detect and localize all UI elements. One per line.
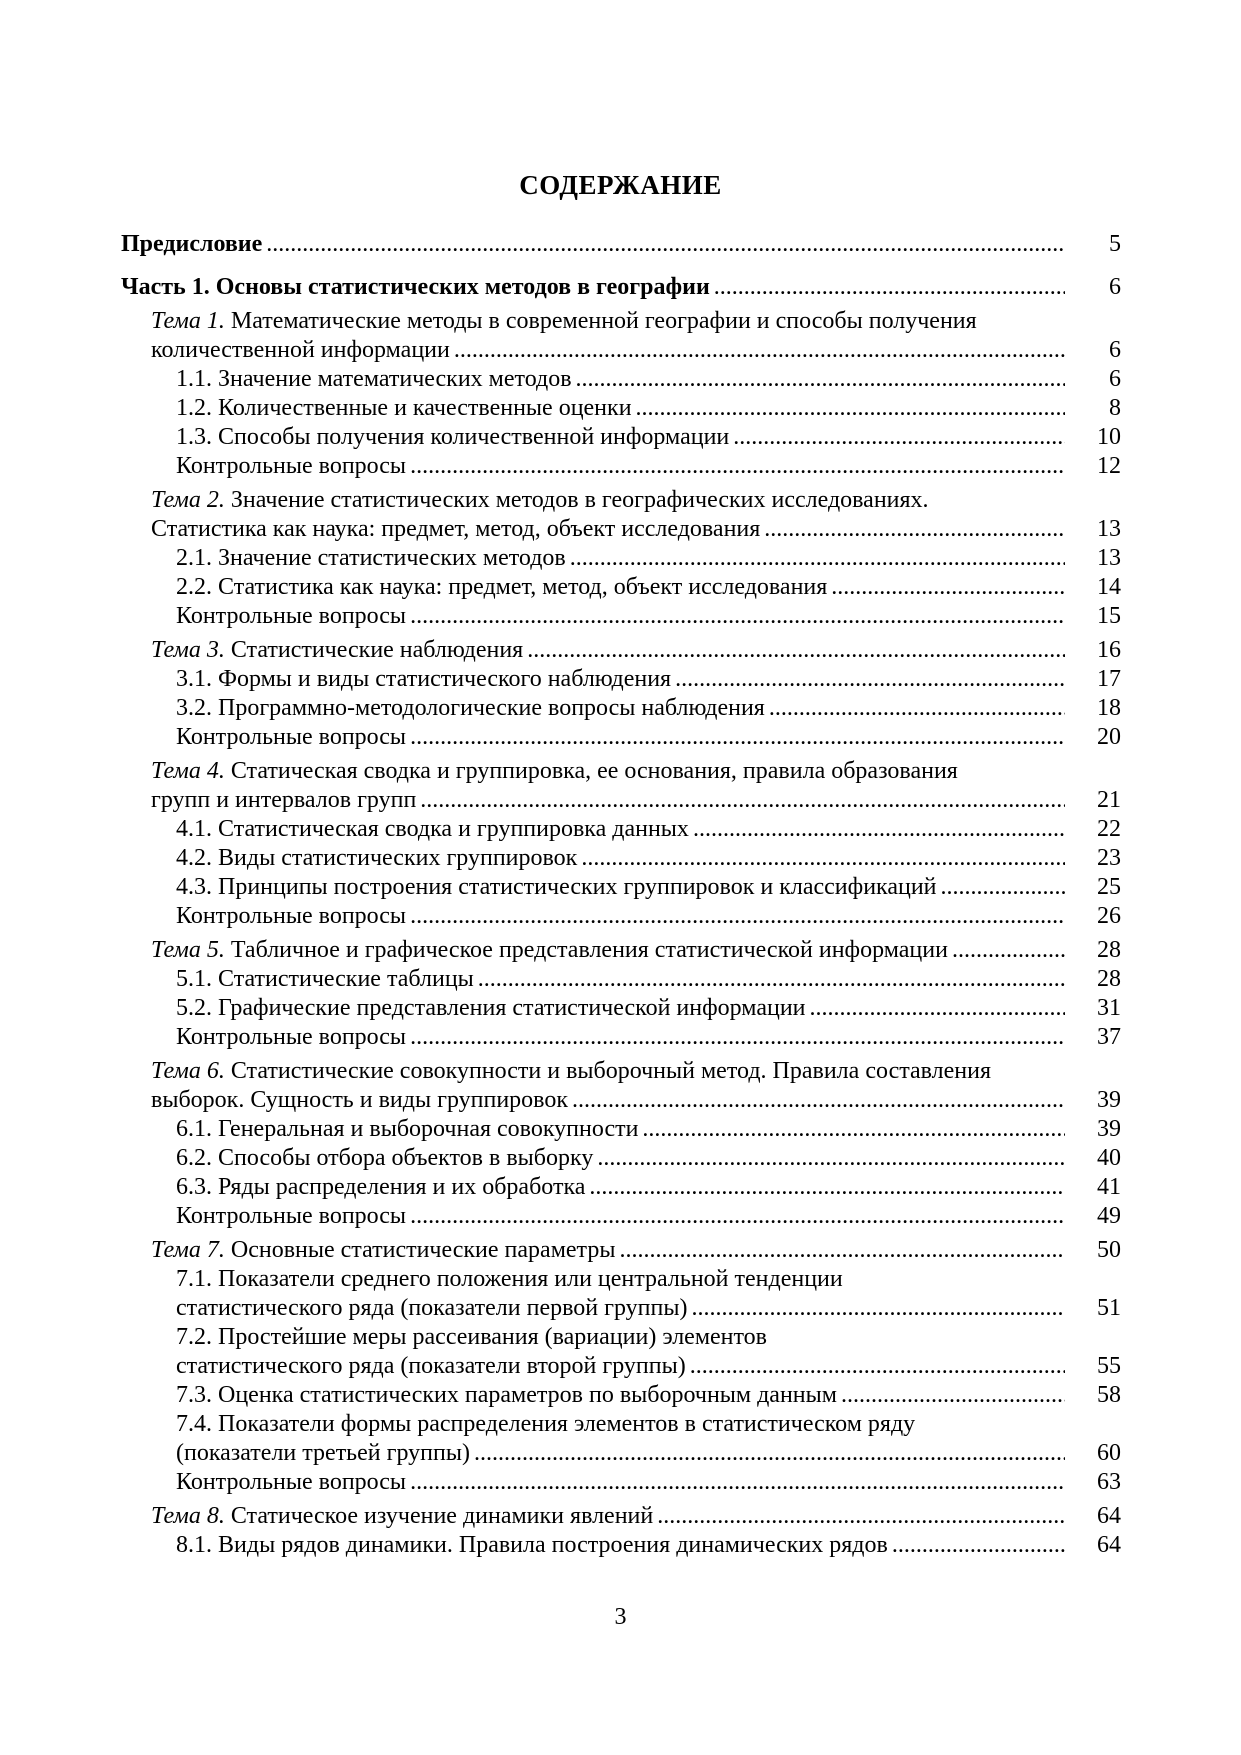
toc-entry-page: 23 (1097, 845, 1121, 871)
topic-block (121, 1052, 1121, 1231)
toc-entry-label: 4.2. Виды статистических группировок (176, 845, 578, 871)
topic-heading[interactable] (121, 486, 1121, 515)
dot-leader (410, 602, 1065, 631)
topic-title: Значение статистических методов в географических исследованиях. (230, 487, 929, 513)
toc-entry-page: 39 (1097, 1087, 1121, 1113)
toc-entry-label: Предисловие (121, 231, 263, 257)
dot-leader (642, 1115, 1065, 1144)
topic-block (121, 1497, 1121, 1560)
dot-leader (831, 573, 1065, 602)
topic-block (121, 631, 1121, 752)
toc-entry-label: Контрольные вопросы (176, 453, 407, 479)
toc-entry-label: статистического ряда (показатели первой группы) (176, 1295, 688, 1321)
dot-leader (410, 1468, 1065, 1497)
toc-entry-page: 51 (1097, 1295, 1121, 1321)
dot-leader (410, 1023, 1065, 1052)
dot-leader (764, 515, 1065, 544)
toc-entry-label (151, 1236, 615, 1265)
dot-leader (733, 423, 1065, 452)
dot-leader (691, 1294, 1065, 1323)
dot-leader (636, 394, 1065, 423)
toc-entry-page: 63 (1097, 1469, 1121, 1495)
toc-entry-label: Контрольные вопросы (176, 1469, 407, 1495)
toc-entry-page: 22 (1097, 816, 1121, 842)
subsection-entry-cont[interactable] (121, 1439, 1121, 1468)
toc-entry-page: 37 (1097, 1024, 1121, 1050)
dot-leader (410, 902, 1065, 931)
topic-prefix: Тема 3. (151, 637, 225, 663)
dot-leader (952, 936, 1065, 965)
toc-entry-label: Часть 1. Основы статистических методов в географии (121, 274, 710, 300)
toc-entry-preface[interactable] (121, 230, 1121, 259)
dot-leader (693, 815, 1065, 844)
topic-block (121, 302, 1121, 481)
dot-leader (675, 665, 1065, 694)
subsection-entry[interactable] (121, 602, 1121, 631)
topic-prefix: Тема 8. (151, 1503, 225, 1529)
dot-leader (420, 786, 1065, 815)
toc-entry-label (151, 757, 958, 786)
toc-entry-label: 3.2. Программно-методологические вопросы наблюдения (176, 695, 765, 721)
toc-entry-page: 21 (1097, 787, 1121, 813)
toc-entry-page: 26 (1097, 903, 1121, 929)
topic-block (121, 752, 1121, 931)
toc-entry-label: статистического ряда (показатели второй группы) (176, 1353, 686, 1379)
toc-entry-label (151, 936, 948, 965)
subsection-entry[interactable] (121, 1173, 1121, 1202)
topic-title: Статическое изучение динамики явлений (230, 1503, 654, 1529)
subsection-entry[interactable] (121, 1202, 1121, 1231)
subsection-entry[interactable] (121, 844, 1121, 873)
dot-leader (527, 636, 1065, 665)
toc-entry-page: 64 (1097, 1532, 1121, 1558)
toc-entry-label: 7.1. Показатели среднего положения или центральной тенденции (176, 1266, 843, 1292)
toc-entry-page: 6 (1109, 337, 1121, 363)
subsection-entry[interactable] (121, 1323, 1121, 1352)
toc-entry-page: 25 (1097, 874, 1121, 900)
dot-leader (410, 723, 1065, 752)
topic-heading[interactable] (121, 1502, 1121, 1531)
topic-heading[interactable] (121, 936, 1121, 965)
dot-leader (810, 994, 1065, 1023)
toc-entry-label: выборок. Сущность и виды группировок (151, 1087, 568, 1113)
toc-entry-page: 8 (1109, 395, 1121, 421)
dot-leader (589, 1173, 1065, 1202)
topic-heading[interactable] (121, 636, 1121, 665)
subsection-entry[interactable] (121, 665, 1121, 694)
dot-leader (581, 844, 1065, 873)
dot-leader (690, 1352, 1065, 1381)
toc-entry-page: 49 (1097, 1203, 1121, 1229)
subsection-entry[interactable] (121, 723, 1121, 752)
topic-heading[interactable] (121, 1236, 1121, 1265)
toc-entry-label: 1.3. Способы получения количественной информации (176, 424, 730, 450)
toc-entry-page: 5 (1109, 231, 1121, 257)
toc-entry-label: Контрольные вопросы (176, 603, 407, 629)
toc-entry-page: 13 (1097, 545, 1121, 571)
topic-heading[interactable] (121, 307, 1121, 336)
toc-entry-page: 60 (1097, 1440, 1121, 1466)
dot-leader (576, 365, 1065, 394)
toc-entry-page: 10 (1097, 424, 1121, 450)
toc-entry-label: Контрольные вопросы (176, 903, 407, 929)
topic-prefix: Тема 6. (151, 1058, 225, 1084)
dot-leader (714, 273, 1065, 302)
toc-entry-label (151, 486, 929, 515)
toc-entry-label: 4.3. Принципы построения статистических группировок и классификаций (176, 874, 937, 900)
topic-prefix: Тема 7. (151, 1237, 225, 1263)
dot-leader (454, 336, 1065, 365)
topic-heading-cont[interactable] (121, 336, 1121, 365)
topic-title: Табличное и графическое представления статистической информации (230, 937, 948, 963)
subsection-entry[interactable] (121, 1265, 1121, 1294)
subsection-entry[interactable] (121, 902, 1121, 931)
toc-entry-page: 31 (1097, 995, 1121, 1021)
dot-leader (572, 1086, 1065, 1115)
topic-title: Математические методы в современной географии и способы получения (230, 308, 977, 334)
subsection-entry[interactable] (121, 452, 1121, 481)
toc-entry-label: 1.2. Количественные и качественные оценки (176, 395, 632, 421)
topic-block (121, 481, 1121, 631)
toc-entry-label: групп и интервалов групп (151, 787, 417, 813)
subsection-entry[interactable] (121, 1531, 1121, 1560)
toc-entry-label (151, 1502, 653, 1531)
subsection-entry[interactable] (121, 1023, 1121, 1052)
toc-entry-page: 41 (1097, 1174, 1121, 1200)
topic-block (121, 1231, 1121, 1497)
toc-entry-page: 39 (1097, 1116, 1121, 1142)
toc-entry-label: 7.2. Простейшие меры рассеивания (вариации) элементов (176, 1324, 768, 1350)
subsection-entry[interactable] (121, 815, 1121, 844)
toc-entry-label: 2.2. Статистика как наука: предмет, метод, объект исследования (176, 574, 828, 600)
toc-entry-label: (показатели третьей группы) (176, 1440, 470, 1466)
topic-heading[interactable] (121, 757, 1121, 786)
dot-leader (478, 965, 1065, 994)
topic-title: Основные статистические параметры (230, 1237, 616, 1263)
toc-entry-label: количественной информации (151, 337, 450, 363)
toc-entry-label: 5.1. Статистические таблицы (176, 966, 474, 992)
toc-entry-page: 64 (1097, 1503, 1121, 1529)
subsection-entry[interactable] (121, 365, 1121, 394)
toc-entry-label: 1.1. Значение математических методов (176, 366, 572, 392)
table-of-contents (121, 230, 1121, 1560)
toc-entry-page: 55 (1097, 1353, 1121, 1379)
dot-leader (570, 544, 1065, 573)
subsection-entry[interactable] (121, 873, 1121, 902)
toc-entry-label: 2.1. Значение статистических методов (176, 545, 566, 571)
subsection-entry[interactable] (121, 965, 1121, 994)
toc-entry-page: 50 (1097, 1237, 1121, 1263)
topic-prefix: Тема 2. (151, 487, 225, 513)
topic-prefix: Тема 4. (151, 758, 225, 784)
toc-entry-page: 12 (1097, 453, 1121, 479)
toc-entry-page: 15 (1097, 603, 1121, 629)
subsection-entry[interactable] (121, 1144, 1121, 1173)
dot-leader (619, 1236, 1065, 1265)
toc-entry-label: 5.2. Графические представления статистической информации (176, 995, 806, 1021)
subsection-entry[interactable] (121, 1410, 1121, 1439)
subsection-entry-cont[interactable] (121, 1294, 1121, 1323)
toc-entry-label: 7.3. Оценка статистических параметров по выборочным данным (176, 1382, 837, 1408)
toc-entry-page: 13 (1097, 516, 1121, 542)
subsection-entry-cont[interactable] (121, 1352, 1121, 1381)
toc-entry-label: Контрольные вопросы (176, 1203, 407, 1229)
dot-leader (410, 1202, 1065, 1231)
subsection-entry[interactable] (121, 694, 1121, 723)
toc-entry-page: 28 (1097, 966, 1121, 992)
page-title: СОДЕРЖАНИЕ (519, 170, 722, 200)
topic-heading-cont[interactable] (121, 515, 1121, 544)
toc-entry-page: 6 (1109, 274, 1121, 300)
subsection-entry[interactable] (121, 1381, 1121, 1410)
toc-entry-page: 58 (1097, 1382, 1121, 1408)
topic-title: Статистические совокупности и выборочный метод. Правила составления (230, 1058, 992, 1084)
topic-title: Статическая сводка и группировка, ее основания, правила образования (230, 758, 958, 784)
subsection-entry[interactable] (121, 544, 1121, 573)
subsection-entry[interactable] (121, 423, 1121, 452)
subsection-entry[interactable] (121, 394, 1121, 423)
toc-entry-page: 14 (1097, 574, 1121, 600)
toc-entry-label (151, 1057, 991, 1086)
subsection-entry[interactable] (121, 994, 1121, 1023)
dot-leader (841, 1381, 1065, 1410)
dot-leader (474, 1439, 1065, 1468)
dot-leader (769, 694, 1065, 723)
subsection-entry[interactable] (121, 1115, 1121, 1144)
dot-leader (597, 1144, 1065, 1173)
toc-entry-page: 16 (1097, 637, 1121, 663)
toc-entry-page: 6 (1109, 366, 1121, 392)
topic-title: Статистические наблюдения (230, 637, 524, 663)
toc-entry-label: 6.2. Способы отбора объектов в выборку (176, 1145, 594, 1171)
toc-entry-label: Контрольные вопросы (176, 1024, 407, 1050)
toc-entry-part1[interactable] (121, 273, 1121, 302)
toc-entry-label (151, 636, 523, 665)
toc-entry-page: 20 (1097, 724, 1121, 750)
dot-leader (941, 873, 1065, 902)
topic-prefix: Тема 1. (151, 308, 225, 334)
toc-entry-label: 4.1. Статистическая сводка и группировка данных (176, 816, 689, 842)
toc-entry-page: 17 (1097, 666, 1121, 692)
toc-entry-page: 40 (1097, 1145, 1121, 1171)
dot-leader (410, 452, 1065, 481)
dot-leader (657, 1502, 1065, 1531)
toc-entry-label: 6.3. Ряды распределения и их обработка (176, 1174, 586, 1200)
topic-heading[interactable] (121, 1057, 1121, 1086)
subsection-entry[interactable] (121, 573, 1121, 602)
toc-entry-page: 28 (1097, 937, 1121, 963)
dot-leader (892, 1531, 1065, 1560)
subsection-entry[interactable] (121, 1468, 1121, 1497)
toc-entry-label: 3.1. Формы и виды статистического наблюдения (176, 666, 672, 692)
toc-entry-label: 8.1. Виды рядов динамики. Правила построения динамических рядов (176, 1532, 888, 1558)
topic-heading-cont[interactable] (121, 786, 1121, 815)
dot-leader (266, 230, 1065, 259)
page-number: 3 (614, 1604, 627, 1630)
toc-entry-label: 6.1. Генеральная и выборочная совокупности (176, 1116, 639, 1142)
toc-entry-label: 7.4. Показатели формы распределения элементов в статистическом ряду (176, 1411, 916, 1437)
toc-entry-page: 18 (1097, 695, 1121, 721)
toc-entry-label (151, 307, 977, 336)
topics-list (121, 302, 1121, 1560)
topic-heading-cont[interactable] (121, 1086, 1121, 1115)
toc-entry-label: Контрольные вопросы (176, 724, 407, 750)
toc-entry-label: Статистика как наука: предмет, метод, объект исследования (151, 516, 761, 542)
topic-prefix: Тема 5. (151, 937, 225, 963)
topic-block (121, 931, 1121, 1052)
